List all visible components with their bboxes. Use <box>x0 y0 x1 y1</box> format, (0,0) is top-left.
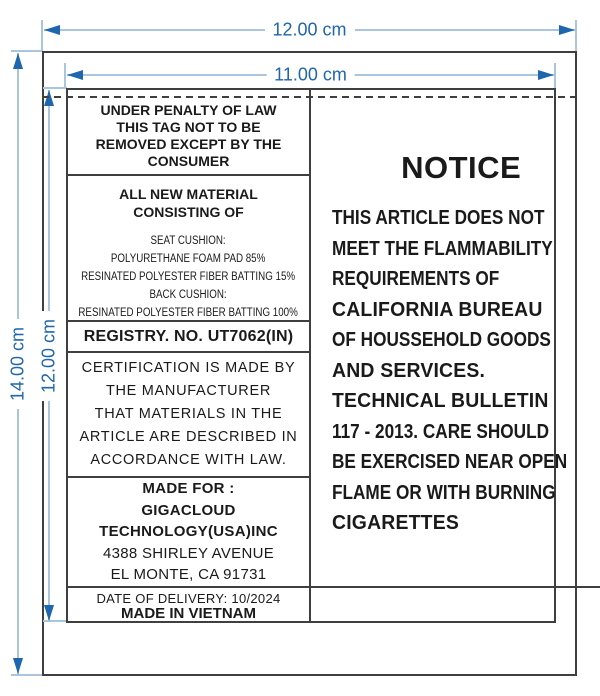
notice-section <box>311 90 600 586</box>
notice-line: BE EXERCISED NEAR OPEN <box>332 451 568 473</box>
arrow-left-icon <box>67 70 83 80</box>
penalty-section <box>68 90 309 176</box>
label-left-column <box>68 90 311 586</box>
arrow-right-icon <box>559 25 575 35</box>
outer-height-dimension <box>7 53 28 674</box>
origin-line: MADE IN VIETNAM <box>121 605 256 622</box>
registry-number: REGISTRY. NO. UT7062(IN) <box>83 327 294 345</box>
notice-line: TECHNICAL BULLETIN <box>332 390 549 412</box>
delivery-date-line: DATE OF DELIVERY: 10/2024 <box>96 591 281 606</box>
inner-height-label: 12.00 cm <box>39 310 60 400</box>
delivery-section <box>68 586 311 621</box>
dimension-tick <box>11 674 42 676</box>
dimension-tick <box>554 63 556 88</box>
notice-body <box>311 203 600 539</box>
penalty-line: CONSUMER <box>147 153 230 169</box>
notice-line: THIS ARTICLE DOES NOT <box>332 207 545 229</box>
arrow-right-icon <box>538 70 554 80</box>
material-detail-line: POLYURETHANE FOAM PAD 85% <box>111 253 266 265</box>
certification-line: THAT MATERIALS IN THE <box>94 406 283 422</box>
arrow-up-icon <box>13 53 23 69</box>
notice-line: CIGARETTES <box>332 512 459 534</box>
dimension-tick <box>43 87 67 89</box>
arrow-down-icon <box>44 605 54 621</box>
dimension-tick <box>41 20 43 51</box>
certification-line: ARTICLE ARE DESCRIBED IN <box>79 429 298 445</box>
notice-line: REQUIREMENTS OF <box>332 268 500 290</box>
material-detail-line: SEAT CUSHION: <box>150 235 227 247</box>
certification-line: THE MANUFACTURER <box>105 383 272 399</box>
dimension-tick <box>11 50 42 52</box>
dimension-tick <box>575 20 577 51</box>
fold-line <box>42 96 577 98</box>
material-section <box>68 176 309 322</box>
notice-line: MEET THE FLAMMABILITY <box>332 237 553 260</box>
notice-line: 117 - 2013. CARE SHOULD <box>332 420 550 443</box>
outer-height-label: 14.00 cm <box>8 318 29 408</box>
notice-line: AND SERVICES. <box>332 359 486 382</box>
address-line: EL MONTE, CA 91731 <box>110 566 267 584</box>
certification-section <box>68 353 309 478</box>
notice-line: CALIFORNIA BUREAU <box>332 298 543 321</box>
made-for-line: TECHNOLOGY(USA)INC <box>99 523 278 541</box>
penalty-line: REMOVED EXCEPT BY THE <box>95 136 282 152</box>
outer-width-label: 12.00 cm <box>264 20 354 41</box>
material-details <box>59 232 317 322</box>
made-for-section <box>68 478 309 586</box>
inner-height-dimension <box>38 90 59 621</box>
inner-width-label: 11.00 cm <box>266 65 355 86</box>
material-heading-line: CONSISTING OF <box>133 204 244 220</box>
material-heading-line: ALL NEW MATERIAL <box>119 186 258 202</box>
outer-width-dimension <box>44 19 575 40</box>
notice-line: FLAME OR WITH BURNING <box>332 481 556 504</box>
law-label <box>66 88 568 623</box>
penalty-line: UNDER PENALTY OF LAW <box>100 102 277 118</box>
registry-section <box>68 322 309 353</box>
address-line: 4388 SHIRLEY AVENUE <box>102 544 275 562</box>
certification-line: ACCORDANCE WITH LAW. <box>90 452 287 468</box>
arrow-left-icon <box>44 25 60 35</box>
material-detail-line: BACK CUSHION: <box>149 289 228 301</box>
penalty-line: THIS TAG NOT TO BE <box>116 119 261 135</box>
material-detail-line: RESINATED POLYESTER FIBER BATTING 100% <box>78 307 299 319</box>
certification-line: CERTIFICATION IS MADE BY <box>81 360 296 376</box>
arrow-up-icon <box>44 90 54 106</box>
notice-line: OF HOUSSEHOLD GOODS <box>332 329 551 351</box>
notice-title: NOTICE <box>401 150 522 185</box>
material-detail-line: RESINATED POLYESTER FIBER BATTING 15% <box>81 271 296 283</box>
arrow-down-icon <box>13 658 23 674</box>
dimension-tick <box>64 63 66 88</box>
made-for-line: MADE FOR : <box>142 480 235 498</box>
inner-width-dimension <box>67 64 554 85</box>
empty-bottom-cell <box>311 586 600 621</box>
made-for-line: GIGACLOUD <box>141 501 236 519</box>
